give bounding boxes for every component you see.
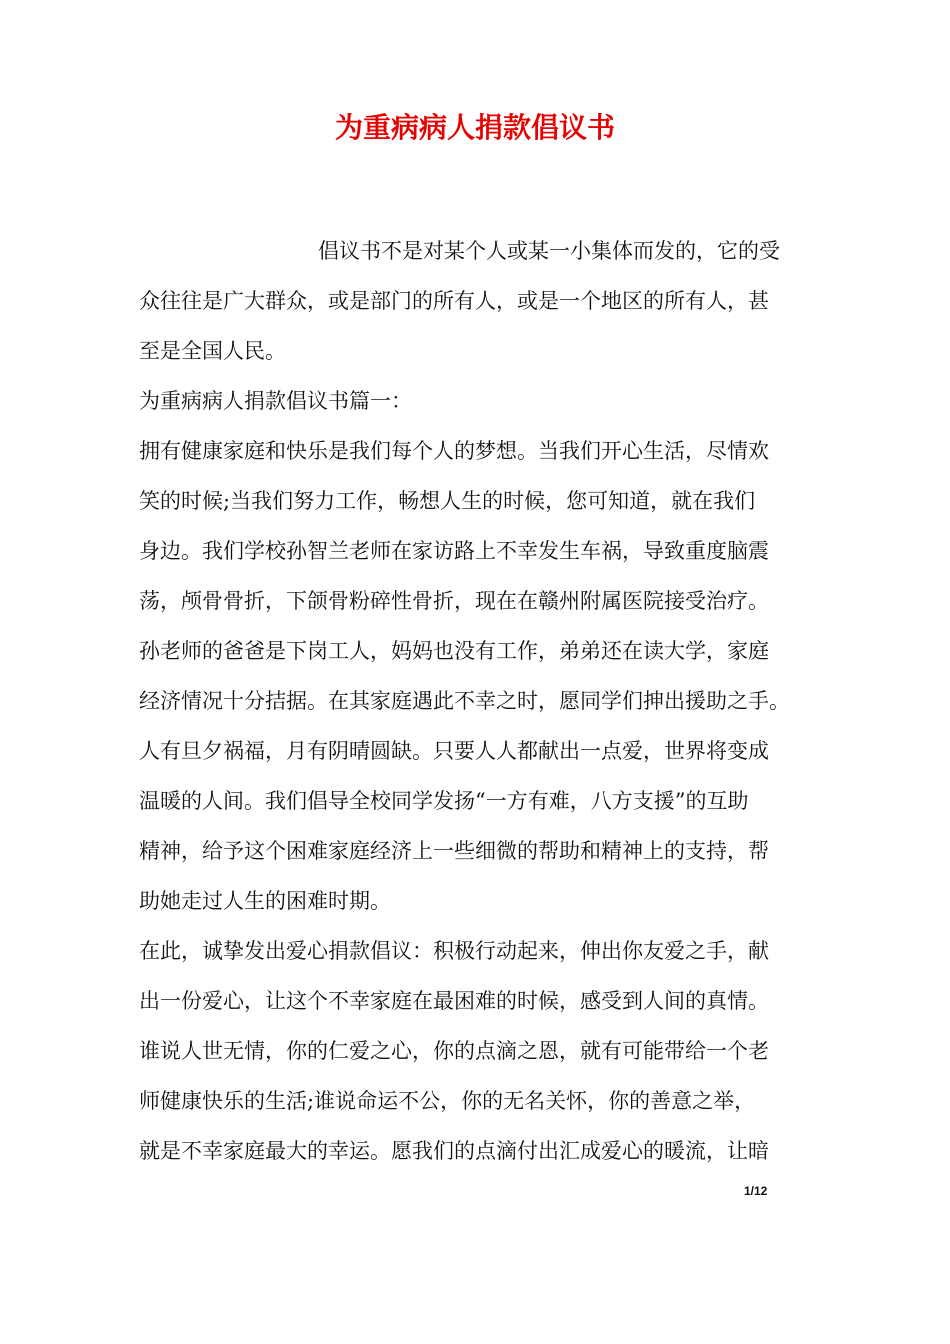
body-line-12: 温暖的人间。我们倡导全校同学发扬“一方有难，八方支援”的互助: [139, 789, 749, 813]
body-line-14: 助她走过人生的困难时期。: [139, 889, 391, 913]
body-line-17: 谁说人世无情，你的仁爱之心，你的点滴之恩，就有可能带给一个老: [139, 1039, 769, 1063]
body-line-10: 经济情况十分拮据。在其家庭遇此不幸之时，愿同学们抻出援助之手。: [139, 689, 790, 713]
body-line-6: 笑的时候;当我们努力工作，畅想人生的时候，您可知道，就在我们: [139, 489, 756, 513]
body-line-11: 人有旦夕祸福，月有阴晴圆缺。只要人人都献出一点爱，世界将变成: [139, 739, 769, 763]
body-line-2: 众往往是广大群众，或是部门的所有人，或是一个地区的所有人，甚: [139, 289, 769, 313]
body-line-3: 至是全国人民。: [139, 339, 286, 363]
body-line-15: 在此，诚挚发出爱心捐款倡议：积极行动起来，伸出你友爱之手，献: [139, 939, 769, 963]
body-line-18: 师健康快乐的生活;谁说命运不公，你的无名关怀，你的善意之举，: [139, 1089, 756, 1113]
body-line-1: 倡议书不是对某个人或某一小集体而发的，它的受: [318, 239, 780, 263]
body-line-9: 孙老师的爸爸是下岗工人，妈妈也没有工作，弟弟还在读大学，家庭: [139, 639, 769, 663]
page-number: 1/12: [744, 1184, 768, 1198]
body-line-5: 拥有健康家庭和快乐是我们每个人的梦想。当我们开心生活，尽情欢: [139, 439, 769, 463]
page-title: 为重病病人捐款倡议书: [334, 111, 615, 144]
body-line-13: 精神，给予这个困难家庭经济上一些细微的帮助和精神上的支持，帮: [139, 839, 769, 863]
body-line-4: 为重病病人捐款倡议书篇一：: [139, 389, 412, 413]
body-line-19: 就是不幸家庭最大的幸运。愿我们的点滴付出汇成爱心的暖流，让暗: [139, 1139, 769, 1163]
body-line-16: 出一份爱心，让这个不幸家庭在最困难的时候，感受到人间的真情。: [139, 989, 769, 1013]
body-line-7: 身边。我们学校孙智兰老师在家访路上不幸发生车祸，导致重度脑震: [139, 539, 769, 563]
body-line-8: 荡，颅骨骨折，下颌骨粉碎性骨折，现在在赣州附属医院接受治疗。: [139, 589, 769, 613]
